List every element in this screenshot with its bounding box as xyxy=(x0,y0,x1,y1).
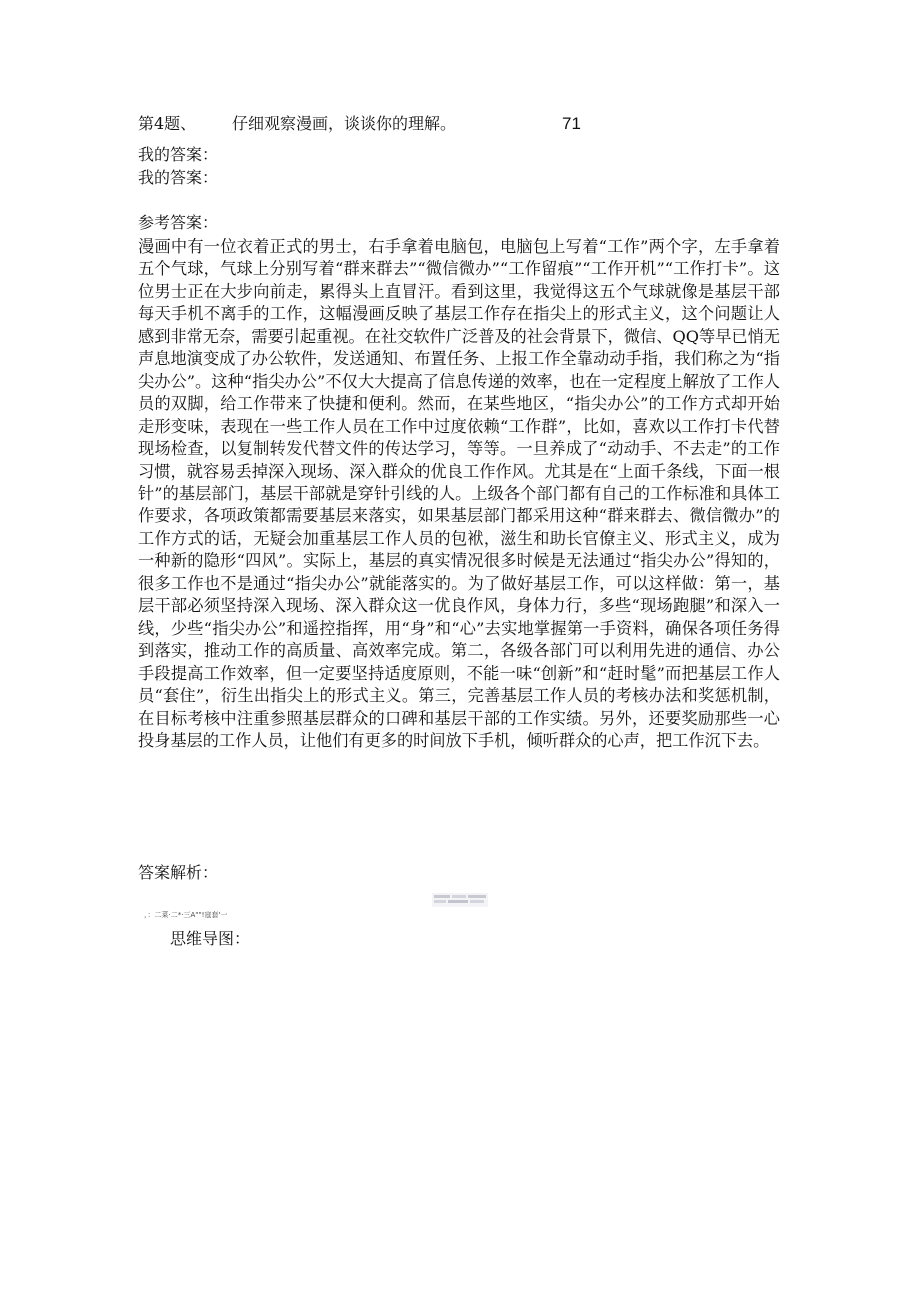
my-answer-label: 我的答案： xyxy=(138,145,219,164)
reference-answer-body: 漫画中有一位衣着正式的男士，右手拿着电脑包，电脑包上写着“工作”两个字，左手拿着五个气球，气球上分别写着“群来群去”“微信微办”“工作留痕”“工作开机”“工作打卡”。这位男士正在大步向前走，累得头上直冒汗。看到这里，我觉得这五个气球就像是基层干部每天手机不离手的工作，这幅漫画反映了基层工作存在指尖上的形式主义，这个问题让人感到非常无奈，需要引起重视。在社交软件广泛普及的社会背景下，微信、QQ等早已悄无声息地演变成了办公软件，发送通知、布置任务、上报工作全靠动动手指，我们称之为“指尖办公”。这种“指尖办公”不仅大大提高了信息传递的效率，也在一定程度上解放了工作人员的双脚，给工作带来了快捷和便利。然而，在某些地区，“指尖办公”的工作方式却开始走形变味，表现在一些工作人员在工作中过度依赖“工作群”，比如，喜欢以工作打卡代替现场检查，以复制转发代替文件的传达学习，等等。一旦养成了“动动手、不去走”的工作习惯，就容易丢掉深入现场、深入群众的优良工作作风。尤其是在“上面千条线，下面一根针”的基层部门，基层干部就是穿针引线的人。上级各个部门都有自己的工作标准和具体工作要求，各项政策都需要基层来落实，如果基层部门都采用这种“群来群去、微信微办”的工作方式的话，无疑会加重基层工作人员的包袱，滋生和助长官僚主义、形式主义，成为一种新的隐形“四风”。实际上，基层的真实情况很多时候是无法通过“指尖办公”得知的，很多工作也不是通过“指尖办公”就能落实的。为了做好基层工作，可以这样做：第一，基层干部必须坚持深入现场、深入群众这一优良作风，身体力行，多些“现场跑腿”和深入一线，少些“指尖办公”和遥控指挥，用“身”和“心”去实地掌握第一手资料，确保各项任务得到落实，推动工作的高质量、高效率完成。第二，各级各部门可以利用先进的通信、办公手段提高工作效率，但一定要坚持适度原则，不能一味“创新”和“赶时髦”而把基层工作人员“套住”，衍生出指尖上的形式主义。第三，完善基层工作人员的考核办法和奖惩机制，在目标考核中注重参照基层群众的口碑和基层干部的工作实绩。另外，还要奖励那些一心投身基层的工作人员，让他们有更多的时间放下手机，倾听群众的心声，把工作沉下去。 xyxy=(138,237,780,750)
mindmap-label: 思维导图： xyxy=(170,929,251,948)
question-score: 71 xyxy=(562,114,581,133)
tiny-caption: ，：二菜·二*·三A""!寇套'一 xyxy=(144,911,228,919)
question-number: 第4题、 xyxy=(138,114,197,133)
mindmap-thumbnail-image xyxy=(430,890,490,910)
question-prompt: 仔细观察漫画，谈谈你的理解。 xyxy=(232,114,457,133)
my-answer-label: 我的答案： xyxy=(138,168,219,187)
question-line xyxy=(138,112,581,136)
reference-answer-label: 参考答案： xyxy=(138,213,219,232)
answer-analysis-label: 答案解析： xyxy=(138,863,219,882)
